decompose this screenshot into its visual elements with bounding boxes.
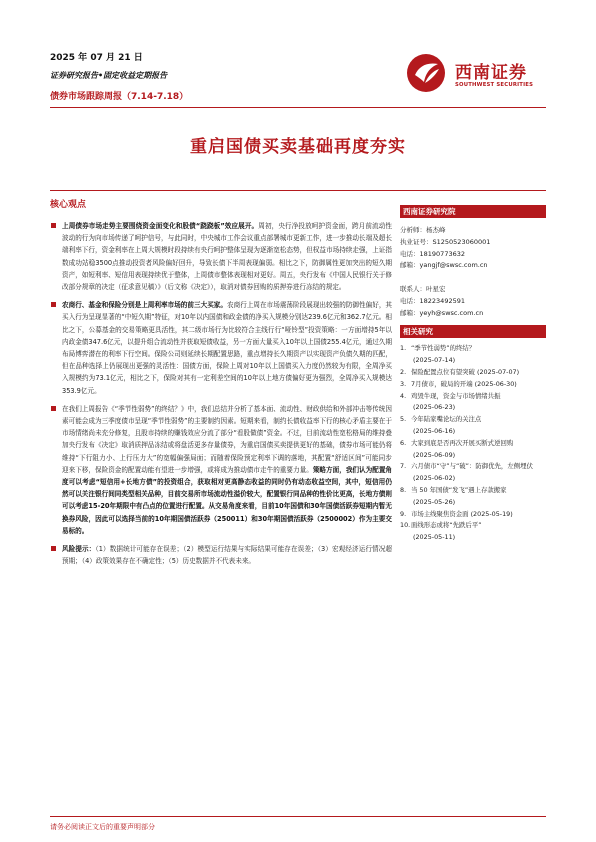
paragraph-strategy: 策略方面，我们认为配置角度可以考虑“短信用+长地方债”的投资组合，获取相对更高静态收益的同时仍有动态收益空间，其中，短信用仍然可以关注银行间同类型相关品种，目前交易所市场流动性溢价较大，配置银行同品种的性价比更高，长地方债则可以考虑15-20年期限中有凸点的位置进行配置。从交易角度来看，目前10年国债和30年国债活跃券短期内暂无换券风险，因此可以选择当前的10年期国债活跃券（250011）和30年期国债活跃券（2500002）作为主要交易标的。 — [62, 465, 393, 535]
item-number: 2. — [400, 367, 407, 376]
item-number: 3. — [400, 379, 407, 388]
sidebar — [400, 205, 546, 544]
item-number: 7. — [400, 462, 407, 471]
item-date: (2025-05-19) — [470, 509, 513, 518]
paragraph-lead: 上周债券市场走势主要围绕资金面变化和股债“跷跷板”效应展开。 — [62, 222, 259, 230]
item-number: 10. — [400, 521, 411, 530]
logo-english-name: SOUTHWEST SECURITIES — [455, 82, 534, 88]
item-title: “季节性弱势”的终结？ — [411, 344, 476, 353]
item-number: 8. — [400, 485, 407, 494]
logo-mark-icon — [405, 52, 447, 94]
item-date: (2025-06-16) — [413, 426, 456, 435]
paragraph-text: 农商行上周在市场震荡阶段展现出较强的防御性偏好，其买入行为呈现显著的“中短久期”特征，对10年以内国债和政金债的净买入规模分别达239.6亿元和362.7亿元。相比之下，公募基金的交易策略更具活性，其二级市场行为比较符合主线行行“哑铃型”投资策略：一方面增持5年以内政金债347.6亿元，以提升组合流动性并获取短债收益，另一方面大量买入10年以上国债255.4亿元，通过久期布局博弈潜在的利率下行空间。保险公司则延续长期配置思路，重点增持长久期资产以实现资产负债久期的匹配，但在品种选择上仍展现出更强的灵活性：国债方面，保险上周对10年以上国债买入力度仍然较为有限，全周净买入规模约为73.1亿元，相比之下，保险对其有一定利差空间的10年以上地方债偏好更为强烈，全周净买入规模达353.9亿元。 — [62, 301, 393, 395]
item-number: 4. — [400, 391, 407, 400]
related-research-item[interactable] — [400, 367, 546, 379]
related-research-item[interactable] — [400, 520, 546, 544]
paragraph-lead: 农商行、基金和保险分别是上周利率市场的前三大买家。 — [62, 301, 228, 310]
analyst-line: 电话：18190773632 — [400, 249, 465, 258]
bullet-icon — [51, 302, 56, 307]
report-series: 证券研究报告•固定收益定期报告 — [50, 71, 168, 80]
analyst-line: 联系人：叶星宏 — [400, 284, 446, 293]
item-date: (2025-06-23) — [413, 403, 456, 412]
analyst-line: 执业证号：S1250523060001 — [400, 237, 491, 246]
related-research-item[interactable] — [400, 414, 546, 438]
item-title: 大家到底是否再次开展买断式逆回购 — [411, 438, 514, 447]
related-research-item[interactable] — [400, 509, 546, 521]
key-view-paragraph — [50, 403, 392, 537]
paragraph-text: 周初，央行净投放呵护资金面，跨月前流动性波动的行为向市场传递了呵护信号，与此同时，中央城市工作会议重点部署城市更新工作，进一步推动长端及超长端利率下行，资金利率在上周大规模时段持续有央行呵护整体呈现为逐渐宽松态势，但权益市场持续走强，上证指数成功站稳3500点推动投资者风险偏好回升，导致长债下半周表现偏弱。相比之下，防御属性更加突出的短久期资产，如短利率、短信用表现持续优于整体，上周债市整体表现相对更好。周五，央行发布《中国人民银行关于修改部分规章的决定（征求意见稿）》（后文称《决定》），取消对债券回购的质押券进行冻结的规定。 — [62, 222, 392, 292]
item-date: (2025-06-30) — [474, 379, 517, 388]
logo-chinese-name: 西南证券 — [455, 63, 527, 83]
bullet-icon — [51, 406, 56, 411]
analyst-info — [400, 225, 546, 319]
key-view-paragraph — [50, 220, 392, 293]
item-title: 鸡毁牛现，资金与市场情绪共振 — [411, 391, 501, 400]
report-date: 2025 年 07 月 21 日 — [50, 53, 143, 63]
key-view-body — [50, 220, 392, 573]
report-name: 债券市场跟踪周报（7.14-7.18） — [50, 92, 189, 102]
header-divider — [50, 107, 546, 108]
related-research-item[interactable] — [400, 485, 546, 509]
item-number: 1. — [400, 344, 407, 353]
item-date: (2025-06-09) — [413, 450, 456, 459]
related-research-item[interactable] — [400, 391, 546, 415]
related-research-item[interactable] — [400, 461, 546, 485]
item-title: 今年陆家嘴论坛的关注点 — [411, 415, 482, 424]
analyst-line: 邮箱：yangjf@swsc.com.cn — [400, 261, 488, 270]
related-research-label: 相关研究 — [400, 325, 546, 338]
item-title: 市场主线聚焦资金面 — [411, 509, 469, 518]
footer-disclaimer: 请务必阅读正文后的重要声明部分 — [50, 823, 155, 831]
bullet-icon — [51, 223, 56, 228]
item-date: (2025-05-26) — [413, 497, 456, 506]
paragraph-lead: 风险提示： — [62, 545, 96, 554]
item-date: (2025-05-11) — [413, 533, 456, 542]
item-date: (2025-07-07) — [476, 367, 520, 376]
page-title: 重启国债买卖基础再度夯实 — [190, 137, 406, 157]
paragraph-text: 在我们上周报告《“季节性弱势”的终结？》中，我们总结并分析了基本面、流动性、财政供给和外部冲击等传统因素可能会成为三季度债市呈现“季节性弱势”的主要制约因素。短期来看，制约长债收益率下行的核心矛盾主要在于市场情绪尚未充分修复，且股市持续的赚钱效应分流了部分“看股做债”资金。不过，目前流动性宽松格局的维持叠加央行发布《决定》取消质押品冻结或将盘活更多存量债券，为重启国债买卖提供更好的基础，债券市场可能仍将维持“下行阻力小、上行压力大”的宽幅偏强局面；而随着保险预定利率下调的落地，其配置“舒适区间”可能同步迎来下移，保险资金的配置动能有望进一步增强，或将成为推动债市走牛的重要力量。 — [62, 404, 392, 474]
analyst-line: 分析师：杨杰峰 — [400, 226, 446, 234]
section-divider — [50, 190, 546, 191]
item-title: 保险配置点位有望突破 — [411, 367, 475, 376]
item-date: (2025-06-02) — [413, 474, 456, 483]
item-title: 面线形态或将“先跌后平” — [411, 521, 482, 530]
key-view-heading: 核心观点 — [50, 200, 87, 210]
institute-label: 西南证券研究院 — [400, 205, 546, 218]
item-title: 当 50 年国债“发飞”遇上存款搬家 — [411, 485, 507, 494]
item-date: (2025-07-14) — [413, 356, 456, 365]
analyst-line: 邮箱：yeyh@swsc.com.cn — [400, 308, 484, 317]
related-research-item[interactable] — [400, 438, 546, 462]
item-title: 7月债市，破局的开端 — [411, 379, 473, 388]
bullet-icon — [51, 546, 56, 551]
item-number: 6. — [400, 438, 407, 447]
key-view-paragraph — [50, 543, 392, 567]
analyst-spacer — [400, 272, 546, 284]
related-research-list — [400, 343, 546, 544]
analyst-line: 电话：18223492591 — [400, 296, 465, 305]
item-number: 9. — [400, 509, 407, 518]
footer-divider — [50, 816, 546, 817]
related-research-item[interactable] — [400, 379, 546, 391]
key-view-paragraph — [50, 299, 392, 397]
item-number: 5. — [400, 415, 407, 424]
related-research-item[interactable] — [400, 343, 546, 367]
company-logo — [405, 52, 555, 94]
paragraph-text: （1）数据统计可能存在误差；（2）模型运行结果与实际结果可能存在误差；（3）宏观经济运行情况超预期；（4）政策效果存在不确定性；（5）历史数据并不代表未来。 — [62, 545, 393, 566]
item-title: 六月债市“守”与“破”：防御优先，左侧埋伏 — [411, 462, 533, 471]
